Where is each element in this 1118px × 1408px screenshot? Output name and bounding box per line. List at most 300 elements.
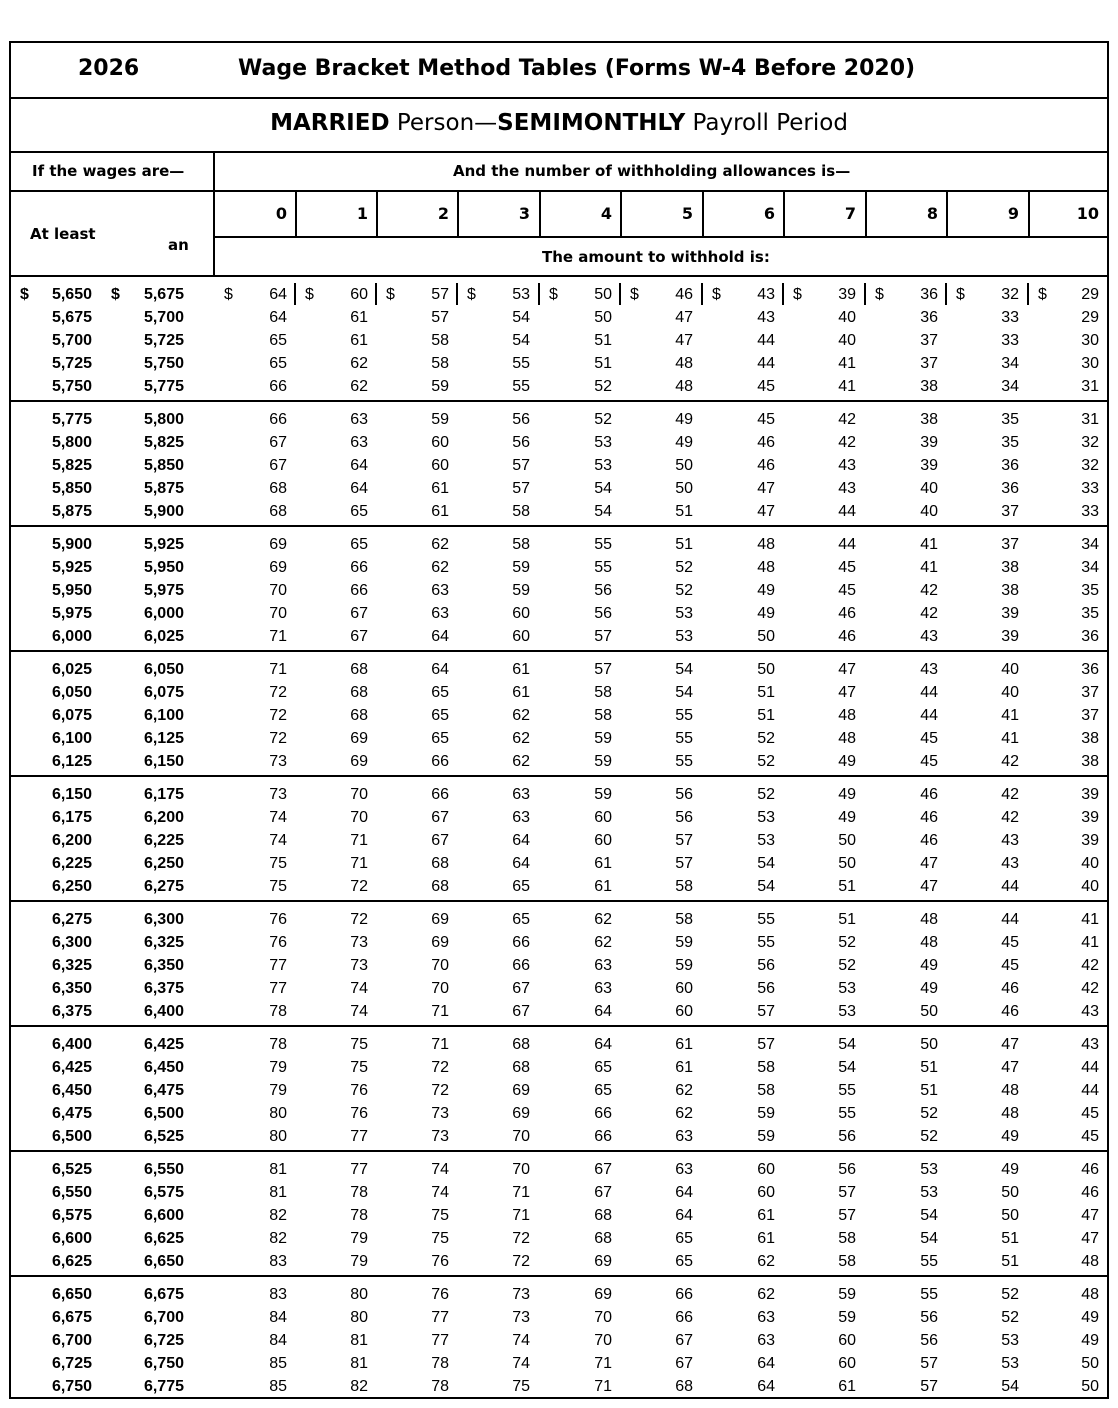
withholding-amount: 48 <box>838 707 856 724</box>
withholding-amount: 70 <box>512 1161 530 1178</box>
withholding-amount: 61 <box>675 1036 693 1053</box>
wage-less-than: 6,650 <box>143 1253 184 1270</box>
wage-at-least: 6,325 <box>51 957 92 974</box>
wage-less-than: 6,575 <box>143 1184 184 1201</box>
withholding-amount: 50 <box>757 628 775 645</box>
withholding-amount: 47 <box>920 878 938 895</box>
withholding-amount: 42 <box>920 605 938 622</box>
amount-header: The amount to withhold is: <box>542 248 770 266</box>
withholding-amount: 59 <box>431 378 449 395</box>
withholding-amount: 64 <box>512 855 530 872</box>
withholding-amount: 70 <box>512 1128 530 1145</box>
withholding-amount: 65 <box>269 332 287 349</box>
withholding-amount: 49 <box>675 411 693 428</box>
withholding-amount: 55 <box>838 1105 856 1122</box>
wage-less-than: 5,875 <box>143 480 184 497</box>
withholding-amount: 57 <box>594 661 612 678</box>
withholding-amount: 63 <box>594 980 612 997</box>
withholding-amount: 59 <box>594 786 612 803</box>
withholding-amount: 42 <box>1001 809 1019 826</box>
column-divider <box>1028 190 1030 237</box>
withholding-amount: 34 <box>1001 378 1019 395</box>
withholding-amount: 51 <box>757 707 775 724</box>
withholding-amount: 64 <box>594 1036 612 1053</box>
withholding-amount: 65 <box>269 355 287 372</box>
wage-at-least: 6,750 <box>51 1378 92 1395</box>
withholding-amount: 78 <box>269 1036 287 1053</box>
wage-less-than: 6,500 <box>143 1105 184 1122</box>
withholding-amount: 45 <box>1081 1105 1099 1122</box>
withholding-amount: 48 <box>675 355 693 372</box>
withholding-amount: 68 <box>269 503 287 520</box>
withholding-amount: 77 <box>269 980 287 997</box>
withholding-amount: 36 <box>1081 628 1099 645</box>
wage-less-than: 5,850 <box>143 457 184 474</box>
subtitle-divider <box>9 151 1109 153</box>
withholding-amount: 73 <box>431 1128 449 1145</box>
withholding-amount: 54 <box>757 855 775 872</box>
withholding-amount: 77 <box>431 1309 449 1326</box>
wage-less-than: 6,300 <box>143 911 184 928</box>
withholding-amount: 67 <box>512 1003 530 1020</box>
withholding-amount: 31 <box>1081 378 1099 395</box>
withholding-amount: 54 <box>594 480 612 497</box>
withholding-amount: 66 <box>675 1286 693 1303</box>
withholding-amount: 68 <box>350 661 368 678</box>
withholding-amount: 79 <box>269 1059 287 1076</box>
withholding-amount: 54 <box>1001 1378 1019 1395</box>
withholding-amount: 32 <box>1001 286 1019 303</box>
withholding-amount: 52 <box>757 786 775 803</box>
withholding-amount: 68 <box>512 1059 530 1076</box>
withholding-amount: 65 <box>350 536 368 553</box>
withholding-amount: 71 <box>512 1207 530 1224</box>
withholding-amount: 52 <box>594 378 612 395</box>
withholding-amount: 44 <box>838 503 856 520</box>
withholding-amount: 60 <box>512 628 530 645</box>
withholding-amount: 56 <box>675 809 693 826</box>
withholding-amount: 29 <box>1081 286 1099 303</box>
withholding-amount: 34 <box>1001 355 1019 372</box>
withholding-amount: 57 <box>838 1184 856 1201</box>
withholding-amount: 61 <box>512 661 530 678</box>
withholding-amount: 35 <box>1001 434 1019 451</box>
wage-less-than: 6,600 <box>143 1207 184 1224</box>
allowance-column-header: 1 <box>356 204 368 223</box>
wage-less-than: 6,750 <box>143 1355 184 1372</box>
withholding-amount: 77 <box>431 1332 449 1349</box>
withholding-amount: 62 <box>431 559 449 576</box>
withholding-amount: 63 <box>512 786 530 803</box>
withholding-amount: 69 <box>269 536 287 553</box>
withholding-amount: 74 <box>269 832 287 849</box>
withholding-amount: 69 <box>431 934 449 951</box>
withholding-amount: 66 <box>269 411 287 428</box>
withholding-amount: 50 <box>675 457 693 474</box>
withholding-amount: 42 <box>920 582 938 599</box>
withholding-amount: 48 <box>1001 1105 1019 1122</box>
withholding-amount: 54 <box>920 1230 938 1247</box>
group-divider <box>9 1025 1109 1027</box>
withholding-amount: 39 <box>1081 809 1099 826</box>
withholding-amount: 41 <box>838 355 856 372</box>
withholding-amount: 66 <box>594 1128 612 1145</box>
withholding-amount: 61 <box>594 855 612 872</box>
withholding-amount: 62 <box>594 911 612 928</box>
withholding-amount: 47 <box>838 684 856 701</box>
withholding-amount: 67 <box>675 1355 693 1372</box>
withholding-amount: 69 <box>350 730 368 747</box>
subtitle-married: MARRIED <box>270 110 390 136</box>
withholding-amount: 54 <box>920 1207 938 1224</box>
withholding-amount: 45 <box>920 730 938 747</box>
withholding-amount: 50 <box>594 309 612 326</box>
withholding-amount: 40 <box>1001 684 1019 701</box>
wage-at-least: 5,800 <box>51 434 92 451</box>
wages-header: If the wages are— <box>32 162 185 180</box>
column-divider <box>376 190 378 237</box>
wage-less-than: 6,425 <box>143 1036 184 1053</box>
withholding-amount: 62 <box>350 378 368 395</box>
wage-at-least: 6,650 <box>51 1286 92 1303</box>
withholding-amount: 66 <box>675 1309 693 1326</box>
withholding-amount: 41 <box>1081 934 1099 951</box>
withholding-amount: 58 <box>512 503 530 520</box>
withholding-amount: 62 <box>431 536 449 553</box>
withholding-amount: 60 <box>757 1184 775 1201</box>
first-row-divider <box>782 283 784 305</box>
withholding-amount: 64 <box>675 1184 693 1201</box>
withholding-amount: 51 <box>594 355 612 372</box>
first-row-divider <box>1027 283 1029 305</box>
withholding-amount: 62 <box>675 1082 693 1099</box>
withholding-amount: 59 <box>594 753 612 770</box>
wage-less-than: 5,700 <box>143 309 184 326</box>
withholding-amount: 54 <box>675 661 693 678</box>
withholding-amount: 73 <box>269 786 287 803</box>
group-divider <box>9 400 1109 402</box>
withholding-amount: 71 <box>269 628 287 645</box>
first-row-divider <box>945 283 947 305</box>
withholding-amount: 43 <box>1081 1003 1099 1020</box>
withholding-amount: 64 <box>594 1003 612 1020</box>
withholding-amount: 52 <box>675 559 693 576</box>
wage-less-than: 6,125 <box>143 730 184 747</box>
withholding-amount: 61 <box>431 503 449 520</box>
wage-at-least: 5,825 <box>51 457 92 474</box>
withholding-amount: 72 <box>269 707 287 724</box>
withholding-amount: 33 <box>1081 503 1099 520</box>
wages-column-divider <box>213 151 215 275</box>
withholding-amount: 57 <box>512 457 530 474</box>
withholding-amount: 78 <box>269 1003 287 1020</box>
withholding-amount: 53 <box>1001 1332 1019 1349</box>
withholding-amount: 76 <box>350 1105 368 1122</box>
withholding-amount: 46 <box>920 809 938 826</box>
withholding-amount: 47 <box>757 480 775 497</box>
withholding-amount: 75 <box>350 1036 368 1053</box>
withholding-amount: 55 <box>920 1253 938 1270</box>
wage-at-least: 5,750 <box>51 378 92 395</box>
wage-at-least: 6,150 <box>51 786 92 803</box>
wage-less-than: 6,075 <box>143 684 184 701</box>
withholding-amount: 45 <box>838 582 856 599</box>
first-row-divider <box>294 283 296 305</box>
withholding-amount: 45 <box>757 411 775 428</box>
withholding-amount: 65 <box>431 707 449 724</box>
wage-less-than: 6,625 <box>143 1230 184 1247</box>
withholding-amount: 54 <box>675 684 693 701</box>
withholding-amount: 51 <box>1001 1253 1019 1270</box>
withholding-amount: 32 <box>1081 457 1099 474</box>
withholding-amount: 57 <box>920 1378 938 1395</box>
withholding-amount: 52 <box>920 1105 938 1122</box>
withholding-amount: 75 <box>431 1207 449 1224</box>
withholding-amount: 30 <box>1081 332 1099 349</box>
withholding-amount: 51 <box>920 1082 938 1099</box>
withholding-amount: 70 <box>594 1332 612 1349</box>
group-divider <box>9 900 1109 902</box>
withholding-amount: 73 <box>350 957 368 974</box>
withholding-amount: 74 <box>350 980 368 997</box>
withholding-amount: 81 <box>269 1184 287 1201</box>
withholding-amount: 78 <box>350 1184 368 1201</box>
withholding-amount: 48 <box>838 730 856 747</box>
withholding-amount: 59 <box>757 1105 775 1122</box>
withholding-amount: 66 <box>350 559 368 576</box>
withholding-amount: 39 <box>1081 786 1099 803</box>
withholding-amount: 61 <box>675 1059 693 1076</box>
withholding-amount: 44 <box>838 536 856 553</box>
allowances-header: And the number of withholding allowances is— <box>453 162 851 180</box>
withholding-amount: 64 <box>757 1355 775 1372</box>
withholding-amount: 72 <box>431 1082 449 1099</box>
withholding-amount: 58 <box>838 1253 856 1270</box>
withholding-amount: 45 <box>838 559 856 576</box>
withholding-amount: 40 <box>1081 878 1099 895</box>
wage-less-than: 6,450 <box>143 1059 184 1076</box>
allowance-column-header: 8 <box>926 204 938 223</box>
withholding-amount: 35 <box>1081 605 1099 622</box>
wage-at-least: 6,225 <box>51 855 92 872</box>
withholding-amount: 56 <box>594 605 612 622</box>
withholding-amount: 71 <box>350 855 368 872</box>
withholding-amount: 38 <box>920 378 938 395</box>
withholding-amount: 56 <box>757 957 775 974</box>
withholding-amount: 53 <box>675 628 693 645</box>
withholding-amount: 61 <box>757 1230 775 1247</box>
withholding-amount: 46 <box>838 605 856 622</box>
withholding-amount: 53 <box>675 605 693 622</box>
withholding-amount: 49 <box>838 753 856 770</box>
withholding-amount: 57 <box>757 1036 775 1053</box>
wage-at-least: 5,650 <box>51 286 92 303</box>
withholding-amount: 63 <box>757 1309 775 1326</box>
wage-less-than: 6,400 <box>143 1003 184 1020</box>
withholding-amount: 50 <box>1081 1355 1099 1372</box>
dollar-sign: $ <box>224 286 233 303</box>
withholding-amount: 70 <box>269 582 287 599</box>
allowance-column-header: 9 <box>1007 204 1019 223</box>
withholding-amount: 70 <box>431 957 449 974</box>
withholding-amount: 65 <box>675 1253 693 1270</box>
withholding-amount: 52 <box>838 934 856 951</box>
wage-at-least: 5,975 <box>51 605 92 622</box>
column-divider <box>783 190 785 237</box>
withholding-amount: 55 <box>920 1286 938 1303</box>
withholding-amount: 35 <box>1001 411 1019 428</box>
withholding-amount: 43 <box>1001 832 1019 849</box>
withholding-amount: 65 <box>594 1082 612 1099</box>
withholding-amount: 61 <box>350 332 368 349</box>
withholding-amount: 76 <box>269 934 287 951</box>
withholding-amount: 33 <box>1001 309 1019 326</box>
withholding-amount: 37 <box>1081 684 1099 701</box>
withholding-amount: 51 <box>757 684 775 701</box>
wage-at-least: 6,550 <box>51 1184 92 1201</box>
withholding-amount: 44 <box>920 707 938 724</box>
withholding-amount: 58 <box>675 878 693 895</box>
withholding-amount: 65 <box>431 730 449 747</box>
withholding-amount: 60 <box>594 809 612 826</box>
withholding-amount: 71 <box>350 832 368 849</box>
withholding-amount: 36 <box>920 309 938 326</box>
withholding-amount: 81 <box>269 1161 287 1178</box>
withholding-amount: 83 <box>269 1253 287 1270</box>
withholding-amount: 40 <box>838 332 856 349</box>
column-divider <box>946 190 948 237</box>
first-row-divider <box>456 283 458 305</box>
withholding-amount: 44 <box>1081 1059 1099 1076</box>
withholding-amount: 41 <box>920 536 938 553</box>
wage-less-than: 6,475 <box>143 1082 184 1099</box>
withholding-amount: 51 <box>838 911 856 928</box>
withholding-amount: 47 <box>920 855 938 872</box>
title-divider <box>9 97 1109 99</box>
wage-less-than: 5,825 <box>143 434 184 451</box>
withholding-amount: 66 <box>431 753 449 770</box>
withholding-amount: 67 <box>594 1161 612 1178</box>
withholding-amount: 76 <box>431 1253 449 1270</box>
withholding-amount: 66 <box>594 1105 612 1122</box>
withholding-amount: 47 <box>1001 1036 1019 1053</box>
withholding-amount: 41 <box>838 378 856 395</box>
wage-less-than: 5,675 <box>143 286 184 303</box>
withholding-amount: 69 <box>269 559 287 576</box>
at-least-header: At least <box>30 225 96 243</box>
withholding-amount: 52 <box>757 730 775 747</box>
withholding-amount: 64 <box>757 1378 775 1395</box>
withholding-amount: 38 <box>920 411 938 428</box>
withholding-amount: 80 <box>269 1105 287 1122</box>
withholding-amount: 84 <box>269 1309 287 1326</box>
withholding-amount: 66 <box>431 786 449 803</box>
subtitle-semimonthly: SEMIMONTHLY <box>497 110 686 136</box>
withholding-amount: 52 <box>675 582 693 599</box>
withholding-amount: 68 <box>431 855 449 872</box>
withholding-amount: 65 <box>594 1059 612 1076</box>
withholding-amount: 45 <box>1001 934 1019 951</box>
withholding-amount: 55 <box>512 355 530 372</box>
wage-less-than: 6,150 <box>143 753 184 770</box>
withholding-amount: 60 <box>675 1003 693 1020</box>
withholding-amount: 60 <box>838 1332 856 1349</box>
withholding-amount: 65 <box>350 503 368 520</box>
wage-less-than: 5,925 <box>143 536 184 553</box>
withholding-amount: 47 <box>1001 1059 1019 1076</box>
withholding-amount: 60 <box>594 832 612 849</box>
withholding-amount: 59 <box>512 582 530 599</box>
withholding-amount: 49 <box>757 582 775 599</box>
withholding-amount: 38 <box>1001 582 1019 599</box>
withholding-amount: 49 <box>1081 1332 1099 1349</box>
wage-less-than: 6,550 <box>143 1161 184 1178</box>
withholding-amount: 39 <box>1081 832 1099 849</box>
withholding-amount: 55 <box>757 934 775 951</box>
withholding-amount: 63 <box>431 605 449 622</box>
withholding-amount: 41 <box>920 559 938 576</box>
wage-less-than: 5,775 <box>143 378 184 395</box>
withholding-amount: 32 <box>1081 434 1099 451</box>
withholding-amount: 41 <box>1001 730 1019 747</box>
wage-at-least: 5,725 <box>51 355 92 372</box>
withholding-amount: 44 <box>1001 878 1019 895</box>
withholding-amount: 71 <box>594 1355 612 1372</box>
wage-less-than: 6,025 <box>143 628 184 645</box>
withholding-amount: 51 <box>838 878 856 895</box>
wage-at-least: 6,175 <box>51 809 92 826</box>
withholding-amount: 49 <box>920 957 938 974</box>
wage-less-than: 6,525 <box>143 1128 184 1145</box>
withholding-amount: 62 <box>757 1286 775 1303</box>
withholding-amount: 64 <box>269 286 287 303</box>
withholding-amount: 50 <box>1001 1184 1019 1201</box>
wage-at-least: 6,275 <box>51 911 92 928</box>
allowance-column-header: 10 <box>1076 204 1099 223</box>
withholding-amount: 34 <box>1081 559 1099 576</box>
wage-less-than: 6,725 <box>143 1332 184 1349</box>
allowance-column-header: 3 <box>518 204 530 223</box>
withholding-amount: 44 <box>920 684 938 701</box>
withholding-amount: 64 <box>675 1207 693 1224</box>
withholding-amount: 39 <box>920 457 938 474</box>
withholding-amount: 43 <box>838 480 856 497</box>
withholding-amount: 70 <box>594 1309 612 1326</box>
withholding-amount: 50 <box>838 832 856 849</box>
withholding-amount: 68 <box>594 1207 612 1224</box>
withholding-amount: 82 <box>269 1230 287 1247</box>
withholding-amount: 61 <box>431 480 449 497</box>
withholding-amount: 53 <box>838 980 856 997</box>
withholding-amount: 67 <box>269 457 287 474</box>
withholding-amount: 40 <box>1001 661 1019 678</box>
withholding-amount: 46 <box>757 434 775 451</box>
withholding-amount: 75 <box>431 1230 449 1247</box>
withholding-amount: 63 <box>431 582 449 599</box>
withholding-amount: 67 <box>350 605 368 622</box>
withholding-amount: 68 <box>594 1230 612 1247</box>
withholding-amount: 58 <box>757 1059 775 1076</box>
withholding-amount: 75 <box>269 855 287 872</box>
wage-at-least: 6,375 <box>51 1003 92 1020</box>
withholding-amount: 51 <box>920 1059 938 1076</box>
withholding-amount: 43 <box>920 628 938 645</box>
withholding-amount: 42 <box>1081 957 1099 974</box>
dollar-sign: $ <box>793 286 802 303</box>
first-row-divider <box>619 283 621 305</box>
withholding-amount: 48 <box>1081 1286 1099 1303</box>
withholding-amount: 43 <box>757 286 775 303</box>
